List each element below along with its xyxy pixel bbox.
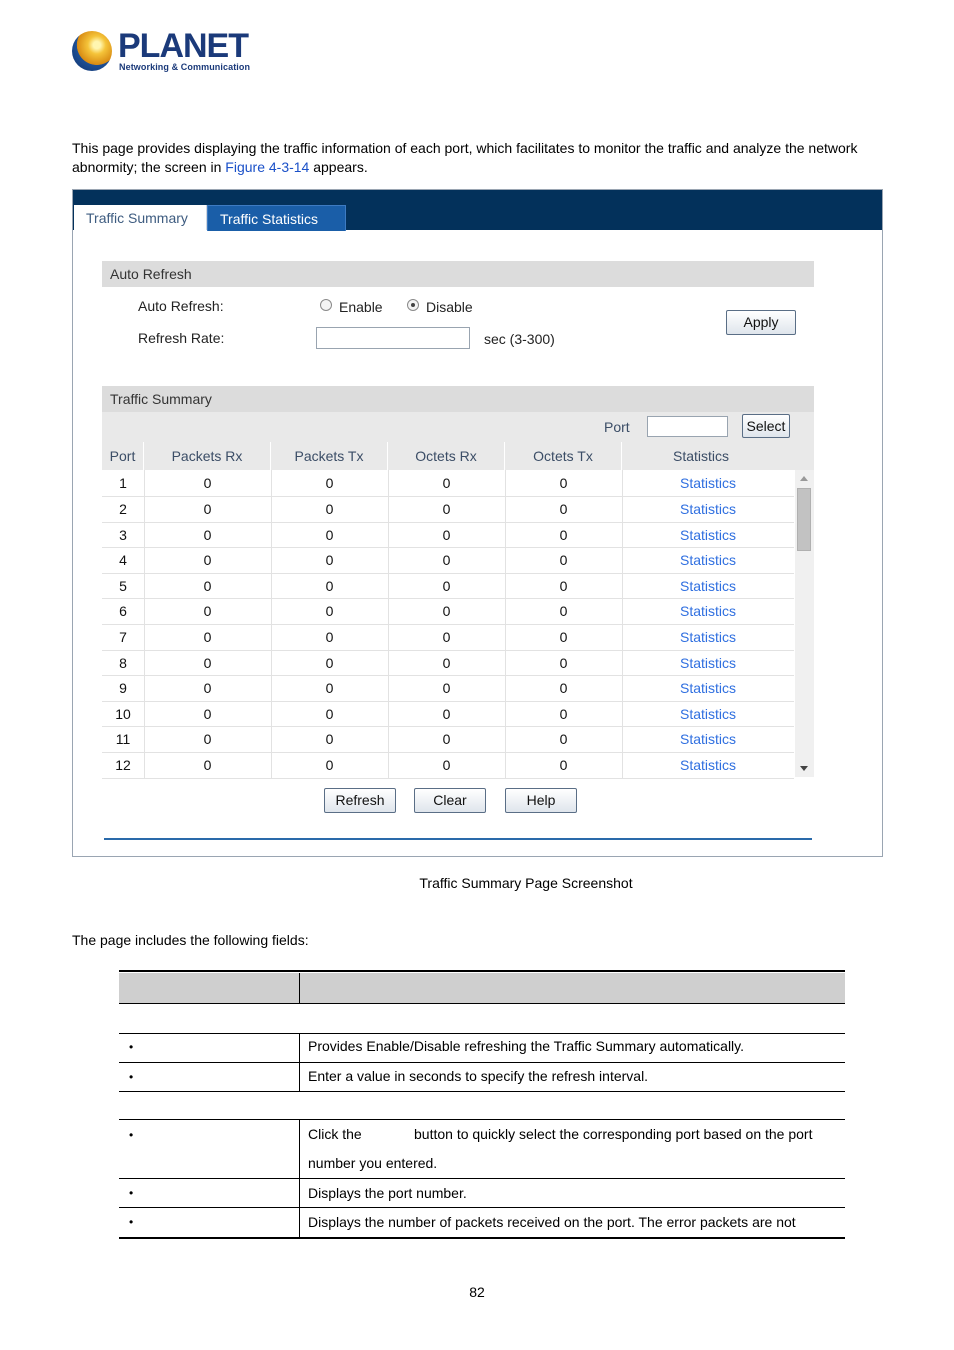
apply-button[interactable]: Apply: [726, 310, 796, 335]
column-divider: [271, 625, 272, 651]
column-divider: [622, 523, 623, 549]
column-divider: [622, 727, 623, 753]
table-cell: 0: [559, 757, 568, 773]
table-body: [102, 470, 794, 777]
column-divider: [388, 651, 389, 677]
table-cell: 0: [203, 654, 212, 671]
column-divider: [271, 470, 272, 497]
table-cell: 0: [559, 603, 568, 620]
column-divider: [622, 470, 623, 497]
col-octets-rx: Octets Rx: [388, 442, 505, 470]
column-divider: [505, 470, 506, 497]
intro-paragraph: This page provides displaying the traffic information of each port, which facilitates to monitor the traffic and analyze the network abnormity; the screen in Figure 4-3-14 appears.: [72, 140, 858, 175]
column-divider: [388, 753, 389, 779]
statistics-link[interactable]: Statistics: [679, 526, 736, 543]
table-cell: 6: [119, 603, 127, 620]
column-divider: [505, 548, 506, 574]
table-cell: 0: [442, 731, 451, 748]
statistics-link[interactable]: Statistics: [679, 757, 736, 773]
column-divider: [271, 497, 272, 523]
column-divider: [144, 702, 145, 728]
refresh-rate-input[interactable]: [316, 327, 470, 349]
logo-tagline: Networking & Communication: [119, 62, 251, 72]
port-input[interactable]: [647, 416, 728, 437]
column-divider: [271, 702, 272, 728]
table-cell: 0: [559, 629, 568, 645]
row-bullet: •: [129, 1215, 134, 1229]
column-divider: [144, 676, 145, 702]
table-cell: 0: [442, 680, 451, 697]
table-cell: 0: [442, 705, 451, 722]
table-cell: 0: [442, 757, 451, 773]
fields-table-header: [119, 973, 845, 1003]
statistics-link[interactable]: Statistics: [679, 501, 736, 517]
table-header: [102, 442, 814, 470]
table-cell: 0: [442, 629, 451, 645]
column-divider: [622, 574, 623, 600]
row-bullet: •: [129, 1040, 134, 1054]
table-cell: 5: [119, 577, 127, 594]
screenshot-frame: [72, 189, 883, 857]
scrollbar-thumb[interactable]: [797, 488, 811, 551]
column-divider: [505, 753, 506, 779]
col-packets-tx: Packets Tx: [271, 442, 388, 470]
statistics-link[interactable]: Statistics: [679, 603, 736, 620]
column-divider: [144, 727, 145, 753]
enable-radio[interactable]: [320, 299, 332, 311]
column-divider: [388, 625, 389, 651]
table-cell: 4: [119, 552, 127, 569]
table-cell: 0: [442, 603, 451, 620]
column-divider: [144, 599, 145, 625]
column-divider: [505, 702, 506, 728]
row-bullet: •: [129, 1070, 134, 1084]
desc-port-select-a: Click the: [308, 1126, 362, 1142]
column-divider: [144, 523, 145, 549]
table-cell: 0: [203, 526, 212, 543]
col-statistics: Statistics: [672, 448, 729, 464]
logo-brand: PLANET: [118, 27, 248, 65]
column-divider: [505, 651, 506, 677]
column-divider: [388, 574, 389, 600]
column-divider: [622, 548, 623, 574]
table-row: [102, 497, 794, 523]
column-divider: [271, 574, 272, 600]
column-divider: [622, 625, 623, 651]
column-divider: [505, 574, 506, 600]
table-cell: 3: [119, 526, 127, 543]
table-cell: 0: [203, 577, 212, 594]
table-cell: 0: [325, 680, 334, 697]
figure-caption: Traffic Summary Page Screenshot: [419, 875, 633, 891]
table-cell: 0: [325, 654, 334, 671]
table-cell: 0: [203, 552, 212, 569]
column-divider: [622, 676, 623, 702]
table-cell: 0: [442, 552, 451, 569]
table-cell: 7: [119, 629, 127, 645]
table-cell: 0: [325, 629, 334, 645]
table-cell: 0: [559, 501, 568, 517]
table-cell: 0: [203, 705, 212, 722]
column-divider: [388, 548, 389, 574]
bottom-divider: [104, 838, 812, 840]
column-divider: [271, 753, 272, 779]
table-cell: 0: [325, 475, 334, 491]
col-packets-rx: Packets Rx: [144, 442, 271, 470]
table-row: [102, 676, 794, 702]
table-row: [102, 548, 794, 574]
auto-refresh-label: Auto Refresh:: [138, 298, 224, 314]
statistics-link[interactable]: Statistics: [679, 552, 736, 569]
table-cell: 0: [325, 577, 334, 594]
refresh-rate-label: Refresh Rate:: [138, 330, 225, 346]
column-divider: [622, 651, 623, 677]
table-cell: 0: [559, 705, 568, 722]
desc-port-select-c: number you entered.: [308, 1155, 438, 1171]
help-button[interactable]: Help: [505, 788, 577, 813]
column-divider: [505, 599, 506, 625]
table-row: [102, 651, 794, 677]
table-cell: 1: [119, 475, 127, 491]
tab-traffic-summary[interactable]: Traffic Summary: [74, 205, 207, 230]
refresh-rate-unit: sec (3-300): [484, 331, 555, 347]
table-cell: 0: [559, 731, 568, 748]
disable-label: Disable: [426, 299, 473, 315]
column-divider: [271, 548, 272, 574]
column-divider: [144, 470, 145, 497]
table-cell: 0: [442, 501, 451, 517]
column-divider: [505, 676, 506, 702]
desc-port: Displays the port number.: [308, 1185, 467, 1201]
table-cell: 0: [442, 577, 451, 594]
table-cell: 9: [119, 680, 127, 697]
statistics-link[interactable]: Statistics: [679, 680, 736, 697]
desc-refresh-rate: Enter a value in seconds to specify the refresh interval.: [308, 1068, 649, 1084]
row-divider: [102, 778, 794, 779]
table-cell: 10: [115, 705, 131, 722]
port-select-label: Port: [604, 419, 630, 435]
auto-refresh-header: Auto Refresh: [102, 261, 814, 287]
table-cell: 8: [119, 654, 127, 671]
table-cell: 0: [203, 757, 212, 773]
table-cell: 0: [325, 526, 334, 543]
statistics-link[interactable]: Statistics: [679, 577, 736, 594]
table-cell: 0: [203, 680, 212, 697]
table-row: [102, 599, 794, 625]
column-divider: [505, 625, 506, 651]
statistics-link[interactable]: Statistics: [679, 731, 736, 748]
column-divider: [622, 702, 623, 728]
column-divider: [144, 548, 145, 574]
clear-button[interactable]: Clear: [414, 788, 486, 813]
disable-radio[interactable]: [407, 299, 419, 311]
tab-traffic-statistics[interactable]: Traffic Statistics: [207, 205, 346, 231]
desc-port-select-b: button to quickly select the corresponding port based on the port: [414, 1126, 813, 1142]
column-divider: [388, 676, 389, 702]
column-divider: [144, 574, 145, 600]
table-cell: 0: [203, 603, 212, 620]
select-button[interactable]: Select: [742, 414, 790, 438]
table-cell: 11: [115, 731, 131, 748]
table-row: [102, 574, 794, 600]
column-divider: [505, 727, 506, 753]
desc-packets-rx: Displays the number of packets received on the port. The error packets are not: [308, 1214, 796, 1230]
column-divider: [388, 727, 389, 753]
planet-logo-globe-icon: [72, 31, 112, 71]
table-row: [102, 523, 794, 549]
table-cell: 0: [442, 475, 451, 491]
table-cell: 0: [325, 705, 334, 722]
statistics-link[interactable]: Statistics: [679, 705, 736, 722]
scrollbar[interactable]: [795, 470, 814, 777]
statistics-link[interactable]: Statistics: [679, 654, 736, 671]
column-divider: [271, 651, 272, 677]
table-cell: 0: [203, 629, 212, 645]
tab-bar: [73, 190, 882, 230]
table-cell: 0: [203, 731, 212, 748]
column-divider: [388, 702, 389, 728]
table-cell: 0: [442, 654, 451, 671]
table-cell: 0: [559, 577, 568, 594]
table-cell: 0: [203, 501, 212, 517]
table-cell: 0: [442, 526, 451, 543]
column-divider: [505, 523, 506, 549]
table-cell: 0: [559, 654, 568, 671]
scroll-down-icon[interactable]: [800, 766, 808, 771]
table-cell: 0: [325, 757, 334, 773]
column-divider: [144, 651, 145, 677]
column-divider: [622, 599, 623, 625]
figure-link[interactable]: Figure 4-3-14: [225, 159, 310, 175]
statistics-link[interactable]: Statistics: [679, 629, 736, 645]
table-cell: 0: [559, 475, 568, 491]
column-divider: [388, 523, 389, 549]
page-number: 82: [469, 1284, 485, 1300]
table-cell: 0: [325, 501, 334, 517]
table-cell: 0: [325, 603, 334, 620]
column-divider: [388, 497, 389, 523]
column-divider: [271, 727, 272, 753]
col-octets-tx: Octets Tx: [505, 442, 622, 470]
table-cell: 0: [325, 552, 334, 569]
row-bullet: •: [129, 1128, 134, 1142]
table-cell: 12: [115, 757, 131, 773]
table-row: [102, 470, 794, 497]
table-cell: 0: [559, 680, 568, 697]
traffic-summary-header: Traffic Summary: [102, 386, 814, 412]
refresh-button[interactable]: Refresh: [324, 788, 396, 813]
table-cell: 2: [119, 501, 127, 517]
statistics-link[interactable]: Statistics: [679, 475, 736, 491]
table-cell: 0: [559, 552, 568, 569]
table-row: [102, 727, 794, 753]
table-cell: 0: [203, 475, 212, 491]
column-divider: [505, 497, 506, 523]
column-divider: [144, 625, 145, 651]
table-cell: 0: [559, 526, 568, 543]
row-bullet: •: [129, 1186, 134, 1200]
column-divider: [622, 753, 623, 779]
column-divider: [144, 753, 145, 779]
column-divider: [271, 599, 272, 625]
column-divider: [144, 497, 145, 523]
table-row: [102, 702, 794, 728]
table-cell: 0: [325, 731, 334, 748]
column-divider: [271, 676, 272, 702]
column-divider: [388, 599, 389, 625]
column-divider: [622, 497, 623, 523]
scroll-up-icon[interactable]: [800, 476, 808, 481]
column-divider: [388, 470, 389, 497]
column-divider: [271, 523, 272, 549]
fields-intro: The page includes the following fields:: [72, 932, 309, 948]
fields-table: [119, 970, 845, 1242]
table-row: [102, 753, 794, 779]
enable-label: Enable: [339, 299, 383, 315]
col-port: Port: [102, 442, 144, 470]
desc-auto-refresh: Provides Enable/Disable refreshing the Traffic Summary automatically.: [308, 1038, 745, 1054]
table-row: [102, 625, 794, 651]
